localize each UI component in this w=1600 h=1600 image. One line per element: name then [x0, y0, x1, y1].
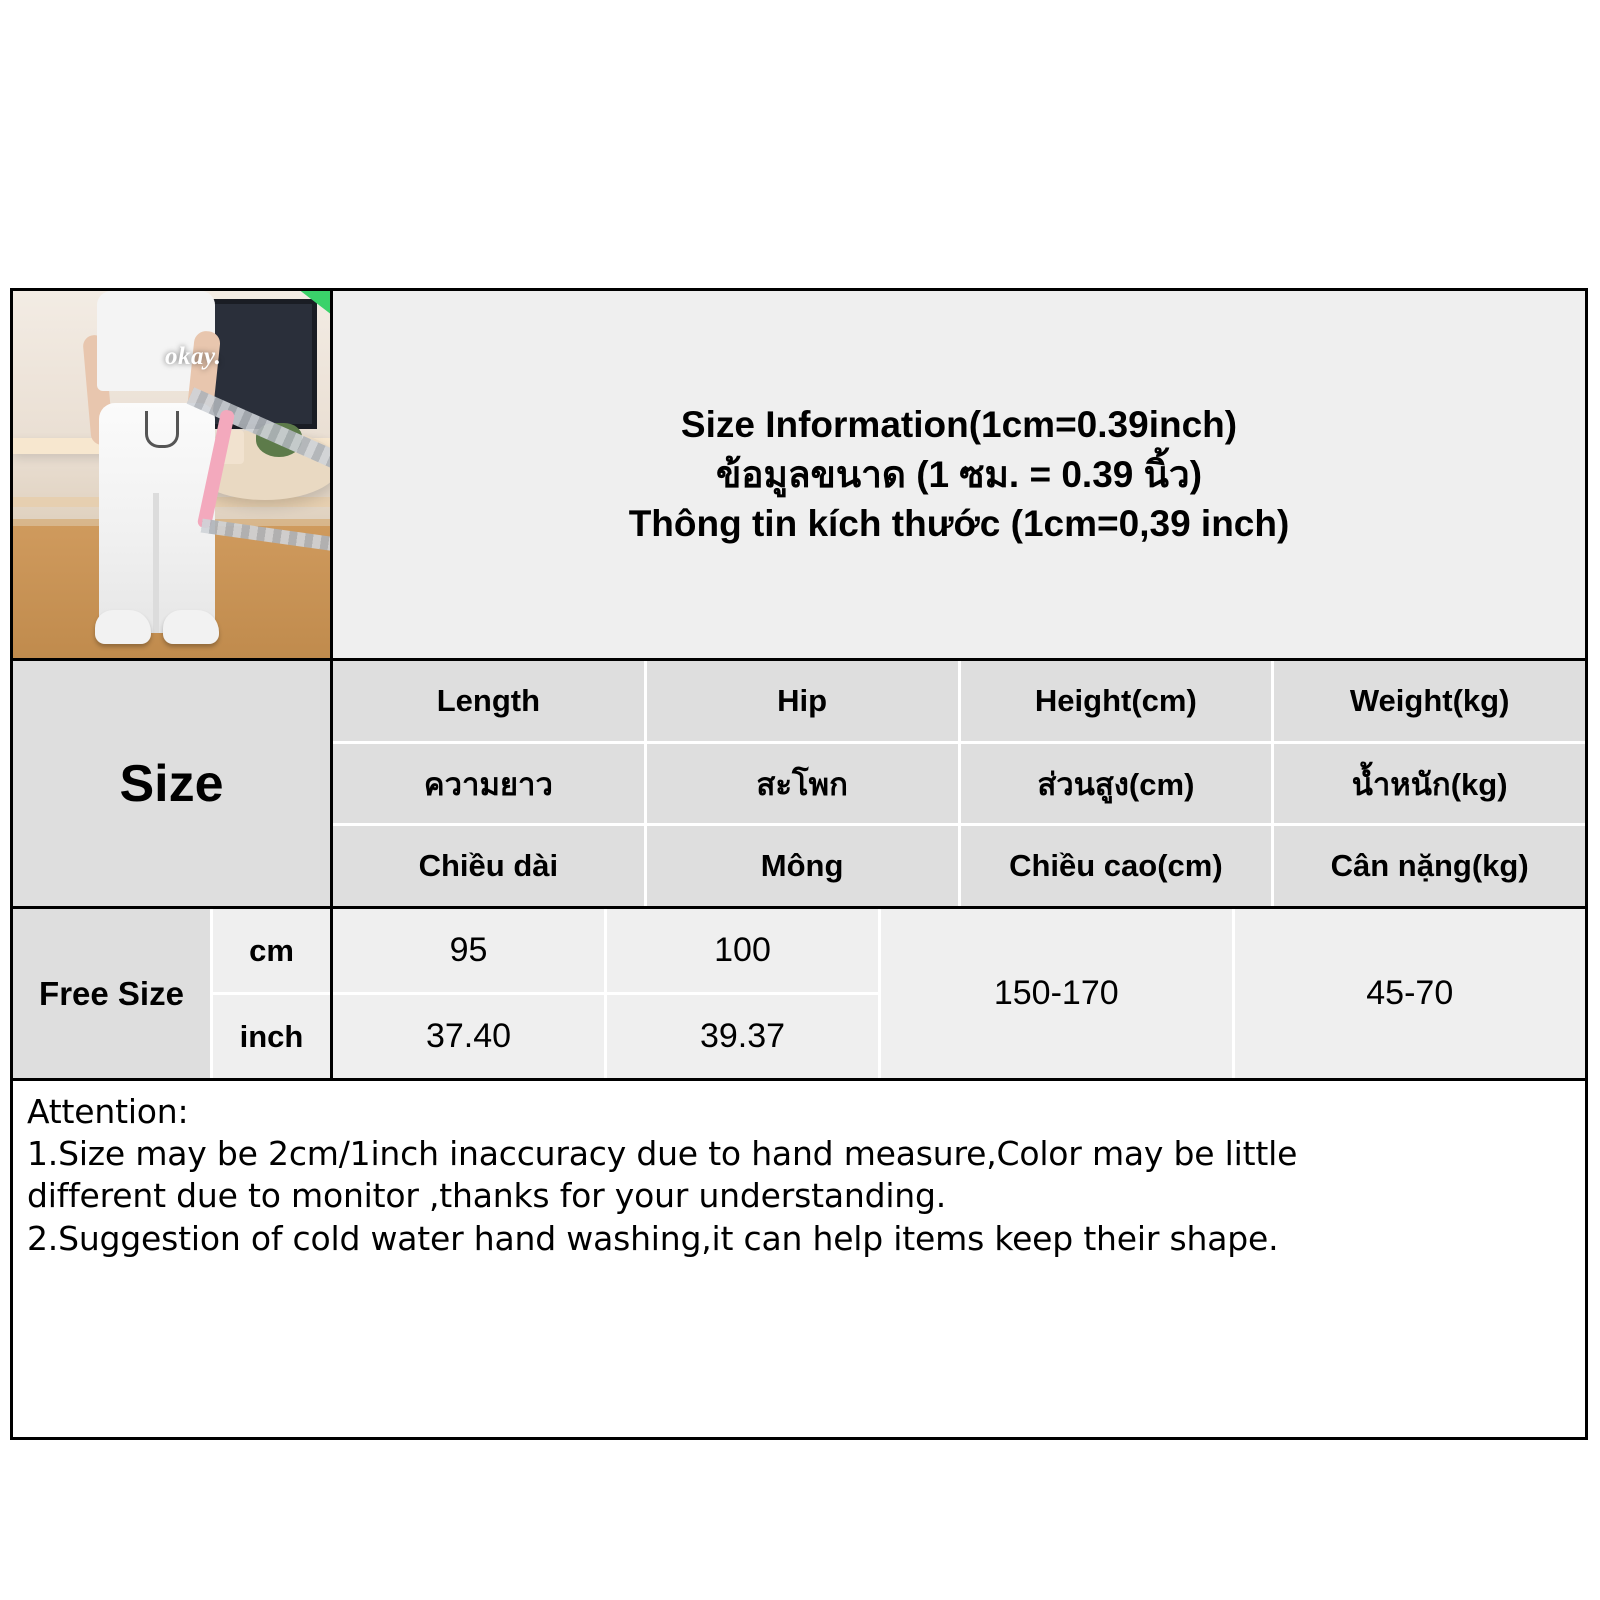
photo-shoe-right: [163, 610, 219, 644]
header-row: [13, 291, 1585, 661]
weight-value: 45-70: [1235, 909, 1586, 1078]
column-header-row: [13, 661, 1585, 909]
col-length-th: ความยาว: [333, 744, 647, 824]
col-weight-th: น้ำหนัก(kg): [1274, 744, 1585, 824]
attention-heading: Attention:: [27, 1092, 189, 1131]
col-weight-en: Weight(kg): [1274, 661, 1585, 741]
length-cm: 95: [333, 909, 607, 992]
attention-note-2: 2.Suggestion of cold water hand washing,it can help items keep their shape.: [27, 1218, 1279, 1258]
column-headers: [333, 661, 1585, 906]
col-hip-th: สะโพก: [647, 744, 961, 824]
values-inch: [333, 995, 878, 1078]
hip-inch: 39.37: [607, 995, 878, 1078]
height-value: 150-170: [881, 909, 1235, 1078]
size-header-label: Size: [13, 661, 333, 906]
col-weight-vi: Cân nặng(kg): [1274, 826, 1585, 906]
photo-drawstring: [145, 411, 179, 448]
column-headers-th: [333, 744, 1585, 827]
col-length-en: Length: [333, 661, 647, 741]
unit-inch: inch: [213, 995, 330, 1078]
title-line-en: Size Information(1cm=0.39inch): [680, 404, 1238, 446]
attention-block: [13, 1081, 1585, 1437]
col-length-vi: Chiều dài: [333, 826, 647, 906]
length-inch: 37.40: [333, 995, 607, 1078]
col-hip-en: Hip: [647, 661, 961, 741]
values-cm: [333, 909, 878, 995]
title-line-th: ข้อมูลขนาด (1 ซม. = 0.39 นิ้ว): [715, 453, 1203, 495]
attention-note-1b: different due to monitor ,thanks for your understanding.: [27, 1176, 947, 1216]
size-chart-sheet: [10, 288, 1588, 1440]
attention-note-1a: 1.Size may be 2cm/1inch inaccuracy due to hand measure,Color may be little: [27, 1134, 1298, 1174]
title-block: [333, 291, 1585, 658]
photo-watermark: okay.: [165, 343, 222, 370]
col-height-en: Height(cm): [961, 661, 1275, 741]
hip-cm: 100: [607, 909, 878, 992]
col-hip-vi: Mông: [647, 826, 961, 906]
unit-column: [213, 909, 333, 1078]
table-row: [13, 909, 1585, 1081]
col-height-vi: Chiều cao(cm): [961, 826, 1275, 906]
photo-shoe-left: [95, 610, 151, 644]
column-headers-en: [333, 661, 1585, 744]
length-hip-values: [333, 909, 881, 1078]
product-photo: [13, 291, 333, 658]
col-height-th: ส่วนสูง(cm): [961, 744, 1275, 824]
unit-cm: cm: [213, 909, 330, 995]
row-size-label: Free Size: [13, 909, 213, 1078]
column-headers-vi: [333, 826, 1585, 906]
title-line-vi: Thông tin kích thước (1cm=0,39 inch): [628, 503, 1290, 545]
